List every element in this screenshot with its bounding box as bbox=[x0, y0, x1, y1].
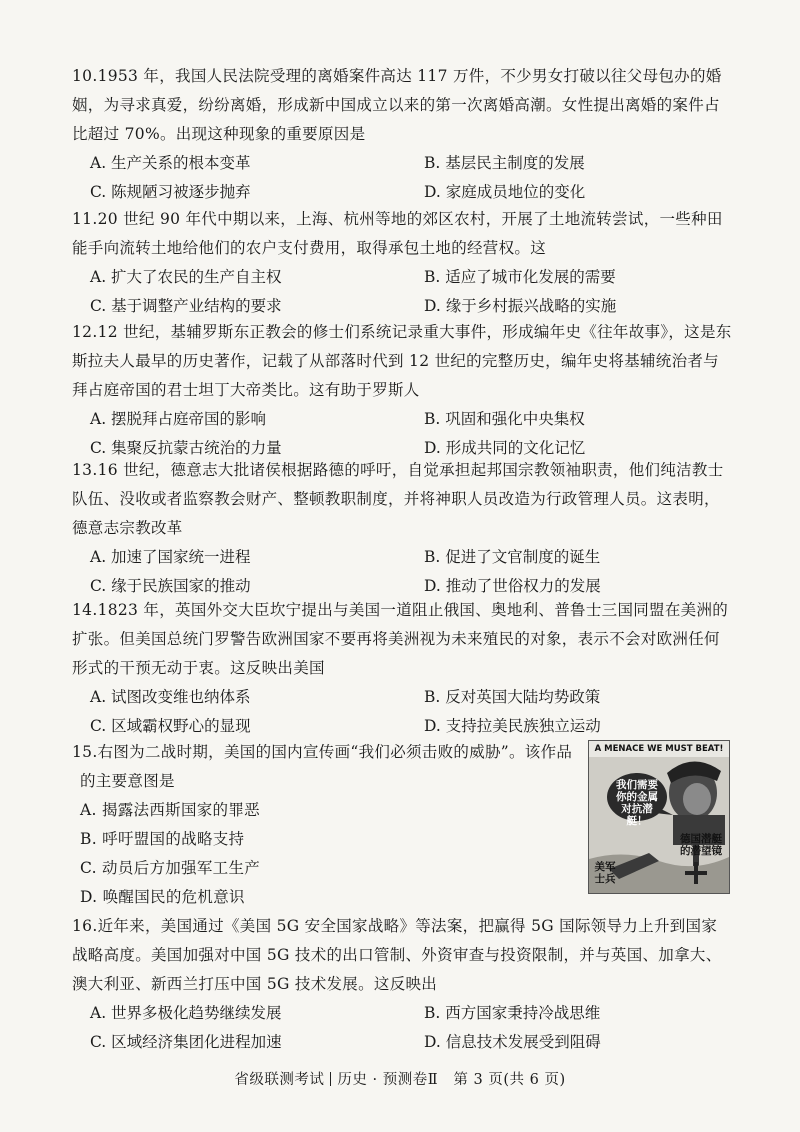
option-d: D. 家庭成员地位的变化 bbox=[424, 183, 586, 201]
poster-bubble-label: 我们需要你的金属对抗潜艇！ bbox=[616, 779, 658, 827]
page-footer bbox=[0, 1068, 800, 1089]
question-number: 16. bbox=[72, 917, 98, 935]
question-16 bbox=[72, 912, 732, 1057]
poster-periscope-label: 德国潜艇的潜望镜 bbox=[680, 833, 722, 857]
question-stem: 16 世纪，德意志大批诸侯根据路德的呼吁，自觉承担起邦国宗教领袖职责，他们纯洁教士队伍、没收或者监察教会财产、整顿教职制度，并将神职人员改造为行政管理人员。这表明，德意志宗教改革 bbox=[72, 461, 724, 537]
option-a: A. 生产关系的根本变革 bbox=[90, 154, 251, 172]
option-a: A. 扩大了农民的生产自主权 bbox=[90, 268, 282, 286]
question-stem-line-1: 右图为二战时期，美国的国内宣传画“我们必须击败的威胁”。该作品 bbox=[97, 743, 573, 761]
option-c: C. 缘于民族国家的推动 bbox=[90, 577, 251, 595]
question-number: 14. bbox=[72, 601, 98, 619]
question-11 bbox=[72, 205, 732, 321]
question-stem: 20 世纪 90 年代中期以来，上海、杭州等地的郊区农村，开展了土地流转尝试，一些种田能手向流转土地给他们的农户支付费用，取得承包土地的经营权。这 bbox=[72, 210, 723, 257]
option-c: C. 基于调整产业结构的要求 bbox=[90, 297, 282, 315]
question-stem: 1953 年，我国人民法院受理的离婚案件高达 117 万件，不少男女打破以往父母包办的婚姻，为寻求真爱，纷纷离婚，形成新中国成立以来的第一次离婚高潮。女性提出离婚的案件占比超过 70%。出现这种现象的重要原因是 bbox=[72, 67, 722, 143]
option-b: B. 西方国家秉持冷战思维 bbox=[424, 1004, 601, 1022]
option-c: C. 集聚反抗蒙古统治的力量 bbox=[90, 439, 282, 457]
option-b: B. 巩固和强化中央集权 bbox=[424, 410, 585, 428]
poster-soldier-label: 美军士兵 bbox=[594, 861, 616, 885]
option-c: C. 区域经济集团化进程加速 bbox=[90, 1033, 282, 1051]
option-d: D. 推动了世俗权力的发展 bbox=[424, 577, 601, 595]
options bbox=[72, 683, 732, 741]
option-d: D. 缘于乡村振兴战略的实施 bbox=[424, 297, 617, 315]
option-d: D. 支持拉美民族独立运动 bbox=[424, 717, 601, 735]
option-c: C. 陈规陋习被逐步抛弃 bbox=[90, 183, 251, 201]
question-12 bbox=[72, 318, 732, 463]
option-b: B. 呼吁盟国的战略支持 bbox=[80, 830, 245, 848]
question-14 bbox=[72, 596, 732, 741]
option-d: D. 形成共同的文化记忆 bbox=[424, 439, 586, 457]
subject-name: 历史 · 预测卷Ⅱ bbox=[337, 1072, 439, 1088]
question-stem: 近年来，美国通过《美国 5G 安全国家战略》等法案，把赢得 5G 国际领导力上升到国家战略高度。美国加强对中国 5G 技术的出口管制、外资审查与投资限制，并与英国、加拿大、澳大利亚、新西兰打压中国 5G 技术发展。这反映出 bbox=[72, 917, 722, 993]
option-b: B. 适应了城市化发展的需要 bbox=[424, 268, 616, 286]
option-b: B. 基层民主制度的发展 bbox=[424, 154, 585, 172]
option-d: D. 唤醒国民的危机意识 bbox=[80, 888, 245, 906]
question-13 bbox=[72, 456, 732, 601]
options bbox=[72, 263, 732, 321]
question-stem-line-2: 的主要意图是 bbox=[80, 772, 175, 790]
options bbox=[72, 149, 732, 207]
question-number: 11. bbox=[72, 210, 98, 228]
options bbox=[72, 999, 732, 1057]
option-a: A. 世界多极化趋势继续发展 bbox=[90, 1004, 282, 1022]
question-number: 10. bbox=[72, 67, 98, 85]
question-10 bbox=[72, 62, 732, 207]
option-a: A. 加速了国家统一进程 bbox=[90, 548, 251, 566]
option-b: B. 反对英国大陆均势政策 bbox=[424, 688, 601, 706]
options bbox=[72, 405, 732, 463]
poster-title: A MENACE WE MUST BEAT! bbox=[594, 744, 724, 754]
propaganda-poster-image bbox=[588, 740, 730, 894]
option-c: C. 区域霸权野心的显现 bbox=[90, 717, 251, 735]
option-a: A. 揭露法西斯国家的罪恶 bbox=[80, 801, 260, 819]
question-number: 15. bbox=[72, 743, 98, 761]
option-a: A. 试图改变维也纳体系 bbox=[90, 688, 251, 706]
option-c: C. 动员后方加强军工生产 bbox=[80, 859, 261, 877]
question-number: 13. bbox=[72, 461, 98, 479]
option-b: B. 促进了文官制度的诞生 bbox=[424, 548, 601, 566]
option-d: D. 信息技术发展受到阻碍 bbox=[424, 1033, 601, 1051]
exam-name: 省级联测考试 bbox=[234, 1072, 325, 1088]
question-15 bbox=[72, 738, 582, 912]
question-stem: 1823 年，英国外交大臣坎宁提出与美国一道阻止俄国、奥地利、普鲁士三国同盟在美洲的扩张。但美国总统门罗警告欧洲国家不要再将美洲视为未来殖民的对象，表示不会对欧洲任何形式的干预无动于衷。这反映出美国 bbox=[72, 601, 729, 677]
question-number: 12. bbox=[72, 323, 98, 341]
page-number: 第 3 页(共 6 页) bbox=[453, 1072, 566, 1088]
footer-divider bbox=[330, 1072, 331, 1086]
option-a: A. 摆脱拜占庭帝国的影响 bbox=[90, 410, 267, 428]
question-stem: 12 世纪，基辅罗斯东正教会的修士们系统记录重大事件，形成编年史《往年故事》，这是东斯拉夫人最早的历史著作，记载了从部落时代到 12 世纪的完整历史，编年史将基辅统治者与拜占庭帝国的君士坦丁大帝类比。这有助于罗斯人 bbox=[72, 323, 732, 399]
options bbox=[72, 543, 732, 601]
